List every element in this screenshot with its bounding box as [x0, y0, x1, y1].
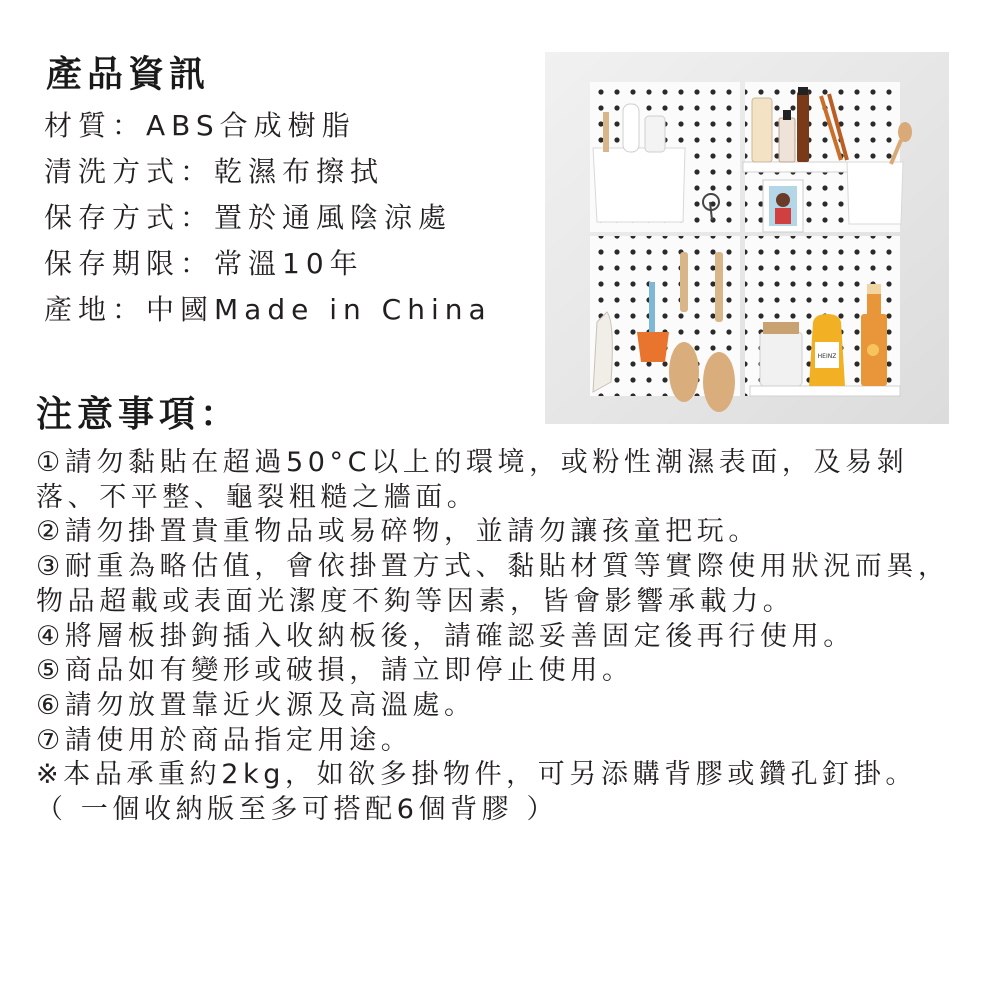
note-item-2: ②請勿掛置貴重物品或易碎物，並請勿讓孩童把玩。	[36, 516, 761, 548]
note-item-6: ⑥請勿放置靠近火源及高溫處。	[36, 689, 476, 721]
note-item-3: ③耐重為略估值，會依掛置方式、黏貼材質等實際使用狀況而異，物品超載或表面光潔度不夠等因素，皆會影響承載力。	[36, 551, 950, 617]
origin-row: 產地：中國Made in China	[44, 293, 492, 326]
note-item-7: ⑦請使用於商品指定用途。	[36, 724, 413, 756]
notes-title: 注意事項：	[36, 394, 242, 435]
material-row: 材質：ABS合成樹脂	[44, 109, 356, 142]
shelf-life-row: 保存期限：常溫10年	[44, 247, 364, 280]
bottle-label-text: HEINZ	[817, 353, 837, 360]
notes-list	[36, 446, 966, 828]
product-info-list	[44, 103, 492, 333]
product-photo	[545, 52, 949, 424]
note-item-1: ①請勿黏貼在超過50°C以上的環境，或粉性潮濕表面，及易剝落、不平整、龜裂粗糙之牆面。	[36, 447, 909, 513]
note-item-5: ⑤商品如有變形或破損，請立即停止使用。	[36, 655, 634, 687]
product-info-title: 產品資訊	[46, 54, 211, 95]
note-weight: ※本品承重約2kg，如欲多掛物件，可另添購背膠或鑽孔釘掛。	[36, 759, 917, 791]
storage-method-row: 保存方式：置於通風陰涼處	[44, 201, 453, 234]
note-item-4: ④將層板掛鉤插入收納板後，請確認妥善固定後再行使用。	[36, 620, 855, 652]
cleaning-row: 清洗方式：乾濕布擦拭	[44, 155, 385, 188]
note-adhesive: （ 一個收納版至多可搭配6個背膠 ）	[36, 794, 559, 826]
